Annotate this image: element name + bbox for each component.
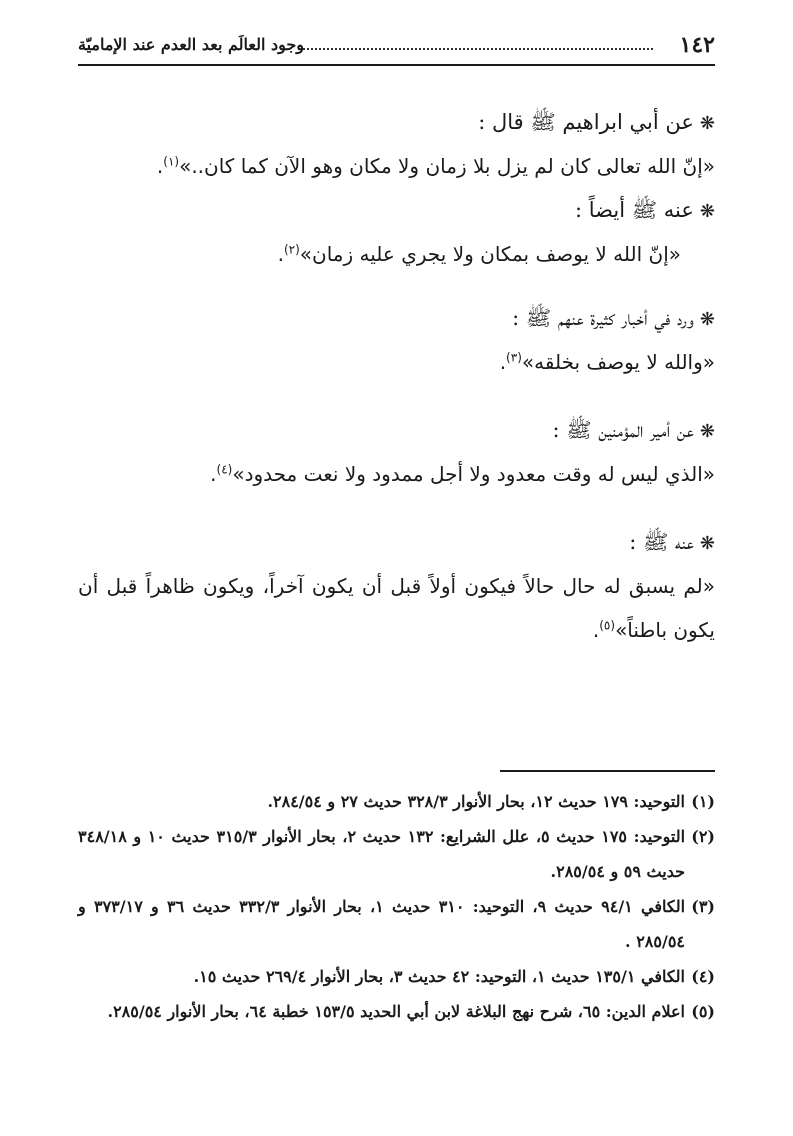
period: . bbox=[277, 242, 284, 266]
hadith-intro bbox=[78, 100, 715, 144]
footnote-ref: (١) bbox=[163, 154, 180, 169]
period: . bbox=[592, 618, 600, 642]
footnote-text: التوحيد: ١٧٥ حديث ٥، علل الشرايع: ١٣٢ حديث ٢، بحار الأنوار ٣١٥/٣ حديث ١٠ و ٣٤٨/١٨ حديث ٥٩ و ٢٨٥/٥٤. bbox=[78, 827, 686, 881]
dotted-leader bbox=[298, 48, 653, 50]
period: . bbox=[156, 154, 164, 178]
star-ornament-icon: ❋ bbox=[699, 113, 715, 134]
hadith-block bbox=[78, 408, 715, 496]
hadith-quote bbox=[78, 340, 715, 384]
hadith-quote bbox=[78, 144, 715, 188]
intro-text: عنه ﷺ أيضاً : bbox=[575, 198, 694, 222]
footnote-text: اعلام الدين: ٦٥، شرح نهج البلاغة لابن أبي الحديد ١٥٣/٥ خطبة ٦٤، بحار الأنوار ٢٨٥/٥٤. bbox=[107, 1002, 685, 1021]
star-ornament-icon: ❋ bbox=[699, 421, 715, 442]
hadith-quote bbox=[78, 232, 715, 276]
intro-text: عن أمير المؤمنين ﷺ : bbox=[552, 418, 694, 442]
star-ornament-icon: ❋ bbox=[699, 533, 715, 554]
footnote-ref: (٤) bbox=[216, 462, 233, 477]
footnote-number: (٤) bbox=[691, 967, 715, 986]
intro-text: عنه ﷺ : bbox=[629, 530, 694, 554]
hadith-block bbox=[78, 188, 715, 276]
footnotes bbox=[78, 784, 715, 1029]
footnote bbox=[78, 784, 715, 819]
footnote-number: (٥) bbox=[691, 1002, 715, 1021]
footnote bbox=[78, 889, 715, 959]
hadith-intro bbox=[78, 188, 715, 232]
footnote-text: الكافي ١٣٥/١ حديث ١، التوحيد: ٤٢ حديث ٣، بحار الأنوار ٢٦٩/٤ حديث ١٥. bbox=[193, 967, 685, 986]
footnote bbox=[78, 959, 715, 994]
footnote bbox=[78, 994, 715, 1029]
quote-text: «الذي ليس له وقت معدود ولا أجل ممدود ولا نعت محدود» bbox=[232, 462, 715, 486]
hadith-intro bbox=[78, 296, 715, 340]
footnote-ref: (٥) bbox=[599, 618, 616, 633]
quote-text: «لم يسبق له حال حالاً فيكون أولاً قبل أن يكون آخراً، ويكون ظاهراً قبل أن يكون باطناً» bbox=[78, 574, 715, 642]
period: . bbox=[499, 350, 507, 374]
hadith-intro bbox=[78, 408, 715, 452]
intro-text: عن أبي ابراهيم ﷺ قال : bbox=[478, 110, 694, 134]
page-number: ١٤٢ bbox=[679, 32, 715, 58]
footnote-text: الكافي ٩٤/١ حديث ٩، التوحيد: ٣١٠ حديث ١، بحار الأنوار ٣٣٢/٣ حديث ٣٦ و ٣٧٣/١٧ و ٢٨٥/٥٤ . bbox=[78, 897, 686, 951]
footnote-number: (٢) bbox=[691, 827, 715, 846]
running-title: وجود العالَم بعد العدم عند الإماميّة bbox=[78, 35, 304, 54]
hadith-block bbox=[78, 296, 715, 384]
hadith-quote bbox=[78, 564, 715, 652]
hadith-intro bbox=[78, 520, 715, 564]
footnote-separator bbox=[500, 770, 715, 772]
footnote-number: (١) bbox=[691, 792, 715, 811]
period: . bbox=[210, 462, 217, 486]
hadith-block bbox=[78, 100, 715, 188]
star-ornament-icon: ❋ bbox=[699, 309, 715, 330]
hadith-block bbox=[78, 520, 715, 652]
footnote-text: التوحيد: ١٧٩ حديث ١٢، بحار الأنوار ٣٢٨/٣ حديث ٢٧ و ٢٨٤/٥٤. bbox=[267, 792, 685, 811]
quote-text: «إنّ الله تعالى كان لم يزل بلا زمان ولا مكان وهو الآن كما كان..» bbox=[179, 154, 715, 178]
page-header bbox=[78, 30, 715, 66]
footnote bbox=[78, 819, 715, 889]
main-text bbox=[78, 100, 715, 652]
hadith-quote bbox=[78, 452, 715, 496]
quote-text: «إنّ الله لا يوصف بمكان ولا يجري عليه زمان» bbox=[299, 242, 681, 266]
footnote-number: (٣) bbox=[691, 897, 715, 916]
footnote-ref: (٣) bbox=[506, 350, 522, 365]
quote-text: «والله لا يوصف بخلقه» bbox=[521, 350, 715, 374]
footnote-ref: (٢) bbox=[283, 242, 300, 257]
star-ornament-icon: ❋ bbox=[699, 201, 715, 222]
intro-text: ورد في أخبار كثيرة عنهم ﷺ : bbox=[512, 306, 694, 330]
